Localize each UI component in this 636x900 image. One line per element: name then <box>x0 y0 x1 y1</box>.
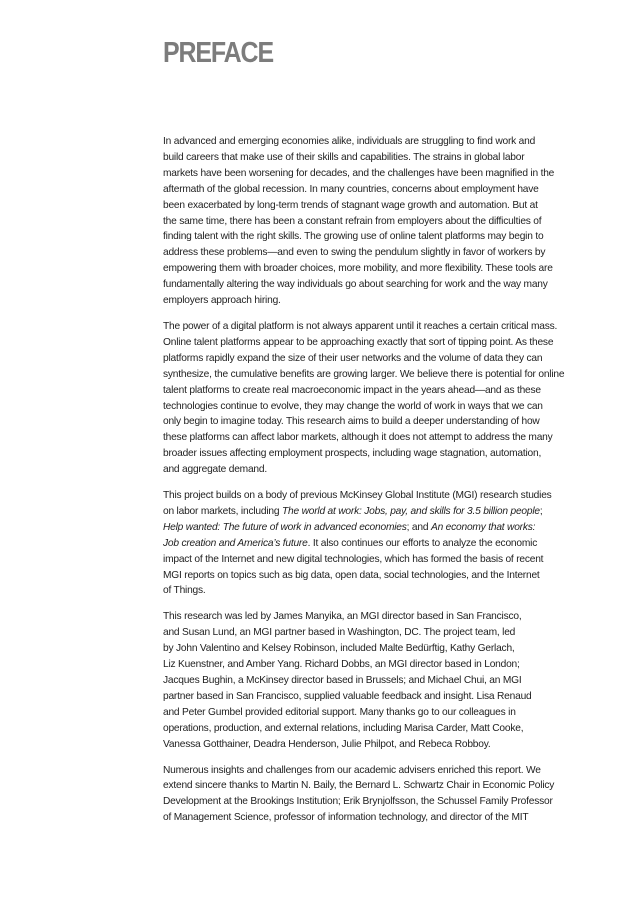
paragraph <box>163 319 575 478</box>
text-line <box>163 778 575 794</box>
text-line <box>163 293 575 309</box>
text-line <box>163 794 575 810</box>
text-line <box>163 763 575 779</box>
text-segment: been exacerbated by long-term trends of stagnant wage growth and automation. But at <box>163 199 538 211</box>
text-segment: Jacques Bughin, a McKinsey director based in Brussels; and Michael Chui, an MGI <box>163 675 522 686</box>
report-title-italic: Job creation and America’s future <box>163 537 308 549</box>
text-line <box>163 150 575 166</box>
text-line <box>163 446 575 462</box>
body-text <box>163 134 575 836</box>
text-segment: platforms rapidly expand the size of their user networks and the volume of data they can <box>163 352 543 364</box>
text-line <box>163 198 575 214</box>
text-segment: impact of the Internet and new digital technologies, which has formed the basis of recent <box>163 553 544 565</box>
text-line <box>163 625 575 641</box>
text-segment: This research was led by James Manyika, an MGI director based in San Francisco, <box>163 611 522 623</box>
text-segment: operations, production, and external relations, including Marisa Carder, Matt Cooke, <box>163 722 524 734</box>
paragraph <box>163 134 575 309</box>
report-title-italic: Help wanted: The future of work in advanced economies <box>163 521 407 533</box>
text-segment: ; <box>539 505 543 517</box>
text-segment: Liz Kuenstner, and Amber Yang. Richard Dobbs, an MGI director based in London; <box>163 659 520 671</box>
text-segment: employers approach hiring. <box>163 295 281 307</box>
paragraph <box>163 763 575 827</box>
text-segment: and Peter Gumbel provided editorial support. Many thanks go to our colleagues in <box>163 706 516 718</box>
text-segment: of Things. <box>163 585 206 597</box>
text-segment: talent platforms to create real macroeconomic impact in the years ahead—and as these <box>163 384 541 396</box>
text-segment: extend sincere thanks to Martin N. Baily, the Bernard L. Schwartz Chair in Economic Policy <box>163 780 555 792</box>
text-segment: by John Valentino and Kelsey Robinson, included Malte Bedürftig, Kathy Gerlach, <box>163 643 515 655</box>
text-segment: Development at the Brookings Institution; Erik Brynjolfsson, the Schussel Family Professor <box>163 796 553 808</box>
paragraph <box>163 609 575 752</box>
text-segment: of Management Science, professor of information technology, and director of the MIT <box>163 812 529 824</box>
text-line <box>163 166 575 182</box>
text-line <box>163 609 575 625</box>
text-line <box>163 319 575 335</box>
text-segment: finding talent with the right skills. The growing use of online talent platforms may begin to <box>163 231 544 243</box>
text-segment: markets have been worsening for decades, and the challenges have been magnified in the <box>163 167 555 179</box>
text-segment: In advanced and emerging economies alike, individuals are struggling to find work and <box>163 136 536 147</box>
text-segment: these platforms can affect labor markets, although it does not attempt to address the many <box>163 432 553 444</box>
text-segment: MGI reports on topics such as big data, open data, social technologies, and the Internet <box>163 569 540 581</box>
text-segment: empowering them with broader choices, more mobility, and more flexibility. These tools are <box>163 263 553 275</box>
text-segment: fundamentally altering the way individuals go about searching for work and the way many <box>163 279 548 291</box>
text-line <box>163 182 575 198</box>
text-line <box>163 810 575 826</box>
text-line <box>163 277 575 293</box>
text-line <box>163 229 575 245</box>
text-segment: ; and <box>406 521 431 533</box>
text-segment: on labor markets, including <box>163 505 282 517</box>
text-segment: The power of a digital platform is not always apparent until it reaches a certain critical mass. <box>163 320 558 332</box>
text-line <box>163 351 575 367</box>
report-title-italic: An economy that works: <box>430 521 536 533</box>
text-segment: build careers that make use of their skills and capabilities. The strains in global labor <box>163 151 525 163</box>
text-line <box>163 399 575 415</box>
text-line <box>163 134 575 150</box>
text-segment: the same time, there has been a constant refrain from employers about the difficulties of <box>163 215 542 227</box>
text-line <box>163 705 575 721</box>
text-line <box>163 552 575 568</box>
text-segment: address these problems—and even to swing the pendulum slightly in favor of workers by <box>163 247 546 259</box>
text-line <box>163 737 575 753</box>
text-line <box>163 261 575 277</box>
text-segment: aftermath of the global recession. In many countries, concerns about employment have <box>163 183 539 195</box>
text-line <box>163 367 575 383</box>
text-line <box>163 383 575 399</box>
text-line <box>163 657 575 673</box>
paragraph <box>163 488 575 599</box>
text-segment: and aggregate demand. <box>163 464 267 476</box>
text-line <box>163 488 575 504</box>
text-line <box>163 335 575 351</box>
text-line <box>163 583 575 599</box>
text-line <box>163 673 575 689</box>
text-segment: partner based in San Francisco, supplied valuable feedback and insight. Lisa Renaud <box>163 690 532 702</box>
report-title-italic: The world at work: Jobs, pay, and skills for 3.5 billion people <box>281 505 540 517</box>
text-line <box>163 462 575 478</box>
text-line <box>163 504 575 520</box>
text-segment: broader issues affecting employment prospects, including wage stagnation, automation, <box>163 448 542 460</box>
text-line <box>163 245 575 261</box>
text-segment: technologies continue to evolve, they may change the world of work in ways that we can <box>163 400 543 412</box>
text-segment: synthesize, the cumulative benefits are growing larger. We believe there is potential for online <box>163 368 565 380</box>
text-line <box>163 689 575 705</box>
text-segment: and Susan Lund, an MGI partner based in Washington, DC. The project team, led <box>163 627 516 639</box>
text-segment: Online talent platforms appear to be approaching exactly that sort of tipping point. As these <box>163 336 554 348</box>
text-segment: This project builds on a body of previous McKinsey Global Institute (MGI) research studies <box>163 490 552 502</box>
text-line <box>163 214 575 230</box>
text-line <box>163 641 575 657</box>
text-line <box>163 520 575 536</box>
text-segment: Numerous insights and challenges from our academic advisers enriched this report. We <box>163 764 541 776</box>
page-title: PREFACE <box>163 37 273 69</box>
text-line <box>163 536 575 552</box>
text-segment: only begin to imagine today. This research aims to build a deeper understanding of how <box>163 416 540 428</box>
text-line <box>163 721 575 737</box>
text-segment: Vanessa Gotthainer, Deadra Henderson, Julie Philpot, and Rebeca Robboy. <box>163 738 491 750</box>
text-segment: . It also continues our efforts to analyze the economic <box>307 537 538 549</box>
text-line <box>163 414 575 430</box>
text-line <box>163 430 575 446</box>
text-line <box>163 568 575 584</box>
